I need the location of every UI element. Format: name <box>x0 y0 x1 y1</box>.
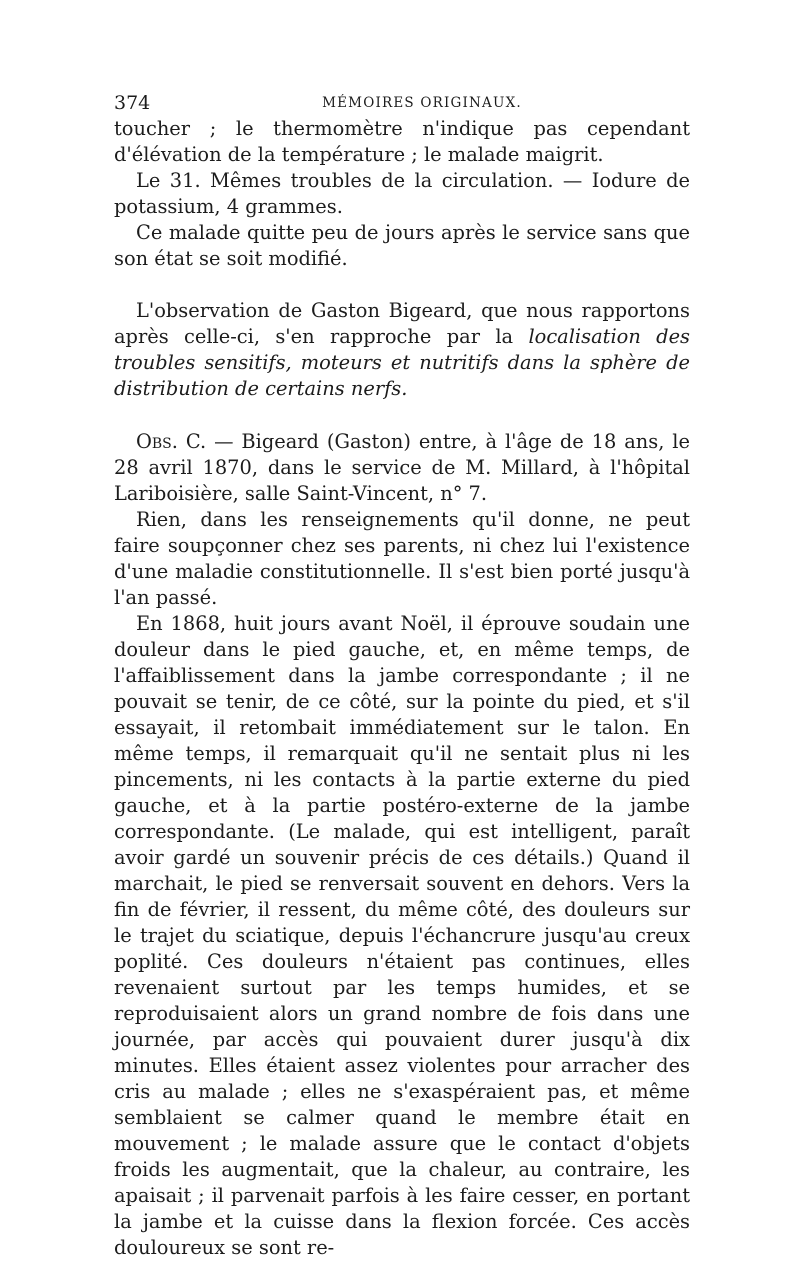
running-head <box>114 90 690 116</box>
running-title: MÉMOIRES ORIGINAUX. <box>322 95 522 111</box>
paragraph-day-31: Le 31. Mêmes troubles de la circulation. — Iodure de potassium, 4 grammes. <box>114 169 690 218</box>
paragraph-continuation: toucher ; le thermomètre n'indique pas cependant d'élévation de la température ; le malade maigrit. <box>114 117 690 166</box>
paragraph-history: Rien, dans les renseignements qu'il donne, ne peut faire soupçonner chez ses parents, ni chez lui l'existence d'une maladie constitutionnelle. Il s'est bien porté jusqu'à l'an passé. <box>114 508 690 609</box>
book-page <box>114 90 690 1261</box>
obs-label: Obs. C. <box>136 430 207 453</box>
obs-c-text: — Bigeard (Gaston) entre, à l'âge de 18 ans, le 28 avril 1870, dans le service de M. Millard, à l'hôpital Lariboisière, salle Saint-Vincent, n° 7. <box>114 430 690 505</box>
intro-text: L'observation de Gaston Bigeard, que nous rapportons après celle-ci, s'en rapproche par la <box>114 299 690 348</box>
paragraph-obs-c <box>114 429 690 507</box>
paragraph-onset: En 1868, huit jours avant Noël, il éprouve soudain une douleur dans le pied gauche, et, en même temps, de l'affaiblissement dans la jambe correspondante ; il ne pouvait se tenir, de ce côté, sur la pointe du pied, et s'il essayait, il retombait immédiatement sur le talon. En même temps, il remarquait qu'il ne sentait plus ni les pincements, ni les contacts à la partie externe du pied gauche, et à la partie postéro-externe de la jambe correspondante. (Le malade, qui est intelligent, paraît avoir gardé un souvenir précis de ces détails.) Quand il marchait, le pied se renversait souvent en dehors. Vers la fin de février, il ressent, du même côté, des douleurs sur le trajet du sciatique, depuis l'échancrure jusqu'au creux poplité. Ces douleurs n'étaient pas continues, elles revenaient surtout par les temps humides, et se reproduisaient alors un grand nombre de fois dans une journée, par accès qui pouvaient durer jusqu'à dix minutes. Elles étaient assez violentes pour arracher des cris au malade ; elles ne s'exaspéraient pas, et même semblaient se calmer quand le membre était en mouvement ; le malade assure que le contact d'objets froids les augmentait, que la chaleur, au contraire, les apaisait ; il parvenait parfois à les faire cesser, en portant la jambe et la cuisse dans la flexion forcée. Ces accès douloureux se sont re- <box>114 612 690 1259</box>
intro-italic-text: localisation des troubles sensitifs, moteurs et nutritifs dans la sphère de distribution de certains nerfs. <box>114 325 690 400</box>
paragraph-observation-intro <box>114 298 690 402</box>
page-number: 374 <box>114 92 151 114</box>
paragraph-discharge: Ce malade quitte peu de jours après le service sans que son état se soit modifié. <box>114 221 690 270</box>
